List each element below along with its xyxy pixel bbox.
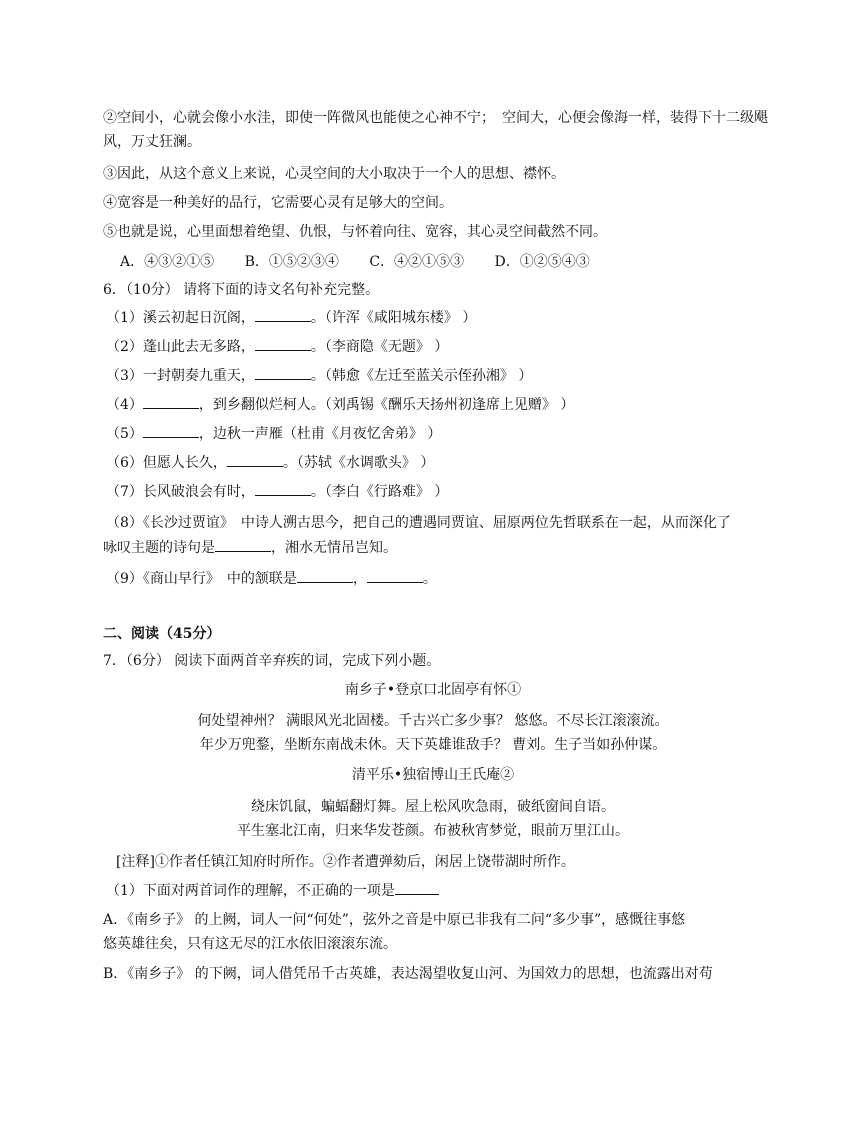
answer-blank[interactable] (215, 537, 271, 552)
q7-stem: 7．（6分） 阅读下面两首辛弃疾的词，完成下列小题。 (103, 653, 441, 669)
q6-line-7 (106, 481, 448, 502)
q6-line-7-head: （7）长风破浪会有时， (106, 484, 255, 500)
q6-line-2-head: （2）蓬山此去无多路， (106, 339, 255, 355)
answer-options (120, 252, 590, 272)
answer-blank[interactable] (255, 336, 311, 351)
q6-line-9-head: （9）《商山早行》 中的颔联是 (106, 571, 297, 587)
q6-line-4 (106, 394, 574, 415)
poem2-line-1: 绕床饥鼠，蝙蝠翻灯舞。屋上松风吹急雨，破纸窗间自语。 (251, 799, 615, 815)
poem2-title: 清平乐•独宿博山王氏庵② (351, 767, 515, 783)
q6-line-2-tail: 。（李商隐《无题》 ） (310, 339, 449, 355)
option-d[interactable]: D．①②⑤④③ (494, 254, 590, 270)
q6-line-8b-tail: ，湘水无情吊岂知。 (271, 540, 397, 556)
q6-line-9-sep: ， (352, 571, 367, 587)
answer-blank[interactable] (255, 365, 311, 380)
q7-option-a-line-1[interactable]: A．《南乡子》 的上阙，词人一问“何处”，弦外之音是中原已非我有二问“多少事”，感慨往事悠 (103, 912, 686, 928)
q6-line-6-head: （6）但愿人长久， (106, 455, 227, 471)
q6-line-5-head: （5） (106, 426, 143, 442)
answer-blank[interactable] (143, 394, 199, 409)
q7-sub1-text: （1）下面对两首词作的理解，不正确的一项是 (106, 883, 395, 899)
option-c[interactable]: C．④②①⑤③ (369, 254, 465, 270)
q6-line-2 (106, 336, 448, 357)
q6-line-6 (106, 452, 434, 473)
poem2-line-2: 平生塞北江南，归来华发苍颜。布被秋宵梦觉，眼前万里江山。 (237, 823, 629, 839)
answer-blank[interactable] (255, 481, 311, 496)
poem1-line-1: 何处望神州？ 满眼风光北固楼。千古兴亡多少事？ 悠悠。不尽长江滚滚流。 (197, 713, 669, 729)
q6-line-5 (106, 423, 441, 444)
q6-line-4-tail: ，到乡翻似烂柯人。（刘禹锡《酬乐天扬州初逢席上见赠》 ） (198, 397, 575, 413)
option-a[interactable]: A．④③②①⑤ (120, 254, 215, 270)
q7-option-a-line-2: 悠英雄往矣，只有这无尽的江水依旧滚滚东流。 (103, 936, 397, 952)
answer-blank[interactable] (395, 880, 439, 895)
option-b[interactable]: B．①⑤②③④ (244, 254, 339, 270)
option-line-2 (103, 106, 768, 154)
option-line-4: ④宽容是一种美好的品行，它需要心灵有足够大的空间。 (103, 195, 453, 211)
q6-line-8b (103, 537, 397, 558)
q6-line-9-tail: 。 (422, 571, 437, 587)
q6-line-1-tail: 。（许浑《咸阳城东楼》 ） (310, 310, 477, 326)
section-title: 二、阅读（45分） (103, 626, 221, 642)
answer-blank[interactable] (367, 568, 423, 583)
answer-blank[interactable] (255, 307, 311, 322)
q6-line-3-head: （3）一封朝奏九重天， (106, 368, 255, 384)
q6-line-4-head: （4） (106, 397, 143, 413)
q6-line-7-tail: 。（李白《行路难》 ） (310, 484, 449, 500)
option-line-3: ③因此，从这个意义上来说，心灵空间的大小取决于一个人的思想、襟怀。 (103, 166, 565, 182)
option-line-2-text: ②空间小，心就会像小水洼，即使一阵微风也能使之心神不宁； 空间大，心便会像海一样，装得下十二级飓风，万丈狂澜。 (103, 110, 768, 150)
q6-line-1 (106, 307, 476, 328)
answer-blank[interactable] (227, 452, 283, 467)
q6-line-8a: （8）《长沙过贾谊》 中诗人溯古思今，把自己的遭遇同贾谊、屈原两位先哲联系在一起，从而深化了 (106, 515, 731, 531)
q6-line-3 (106, 365, 532, 386)
q6-line-3-tail: 。（韩愈《左迁至蓝关示侄孙湘》 ） (310, 368, 533, 384)
q6-line-5-tail: ，边秋一声雁（杜甫《月夜忆舍弟》 ） (198, 426, 442, 442)
answer-blank[interactable] (297, 568, 353, 583)
q6-line-8b-head: 咏叹主题的诗句是 (103, 540, 215, 556)
q6-line-6-tail: 。（苏轼《水调歌头》 ） (282, 455, 435, 471)
q6-stem: 6．（10分） 请将下面的诗文名句补充完整。 (103, 282, 380, 298)
poem1-title: 南乡子•登京口北固亭有怀① (344, 682, 522, 698)
q7-sub1 (106, 880, 439, 901)
q7-note: [注释]①作者任镇江知府时所作。②作者遭弹劾后，闲居上饶带湖时所作。 (116, 854, 575, 870)
q6-line-9 (106, 568, 437, 589)
answer-blank[interactable] (143, 423, 199, 438)
option-line-5: ⑤也就是说，心里面想着绝望、仇恨，与怀着向往、宽容，其心灵空间截然不同。 (103, 224, 607, 240)
poem1-line-2: 年少万兜鍪，坐断东南战未休。天下英雄谁敌手？ 曹刘。生子当如孙仲谋。 (199, 737, 667, 753)
q7-option-b-line-1[interactable]: B．《南乡子》 的下阙，词人借凭吊千古英雄，表达渴望收复山河、为国效力的思想，也流露出对苟 (103, 966, 713, 982)
q6-line-1-head: （1）溪云初起日沉阁， (106, 310, 255, 326)
